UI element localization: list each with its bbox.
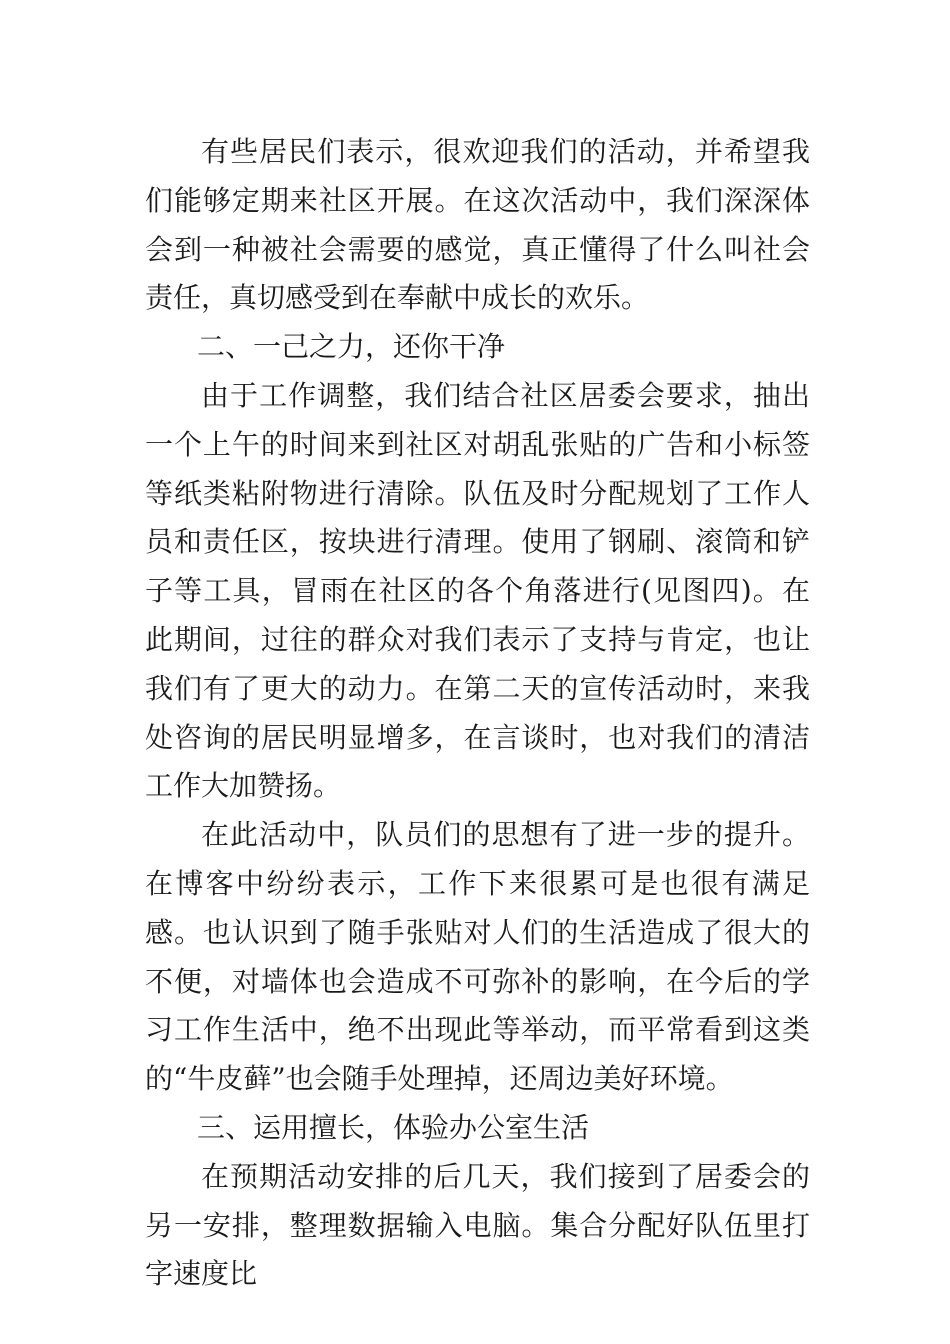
document-body [145, 128, 810, 1299]
paragraph-office-work: 在预期活动安排的后几天，我们接到了居委会的另一安排，整理数据输入电脑。集合分配好队伍里打字速度比 [145, 1159, 810, 1291]
paragraph-residents-feedback: 有些居民们表示，很欢迎我们的活动，并希望我们能够定期来社区开展。在这次活动中，我们深深体会到一种被社会需要的感觉，真正懂得了什么叫社会责任，真切感受到在奉献中成长的欢乐。 [145, 135, 810, 315]
section-heading-two: 二、一己之力，还你干净 [197, 330, 506, 364]
paragraph-team-reflection: 在此活动中，队员们的思想有了进一步的提升。在博客中纷纷表示，工作下来很累可是也很有满足感。也认识到了随手张贴对人们的生活造成了很大的不便，对墙体也会造成不可弥补的影响，在今后的学习工作生活中，绝不出现此等举动，而平常看到这类的“牛皮藓”也会随手处理掉，还周边美好环境。 [145, 818, 810, 1096]
paragraph-cleanup-activity: 由于工作调整，我们结合社区居委会要求，抽出一个上午的时间来到社区对胡乱张贴的广告和小标签等纸类粘附物进行清除。队伍及时分配规划了工作人员和责任区，按块进行清理。使用了钢刷、滚筒和铲子等工具，冒雨在社区的各个角落进行(见图四)。在此期间，过往的群众对我们表示了支持与肯定，也让我们有了更大的动力。在第二天的宣传活动时，来我处咨询的居民明显增多，在言谈时，也对我们的清洁工作大加赞扬。 [145, 378, 810, 803]
section-heading-three: 三、运用擅长，体验办公室生活 [197, 1110, 590, 1144]
